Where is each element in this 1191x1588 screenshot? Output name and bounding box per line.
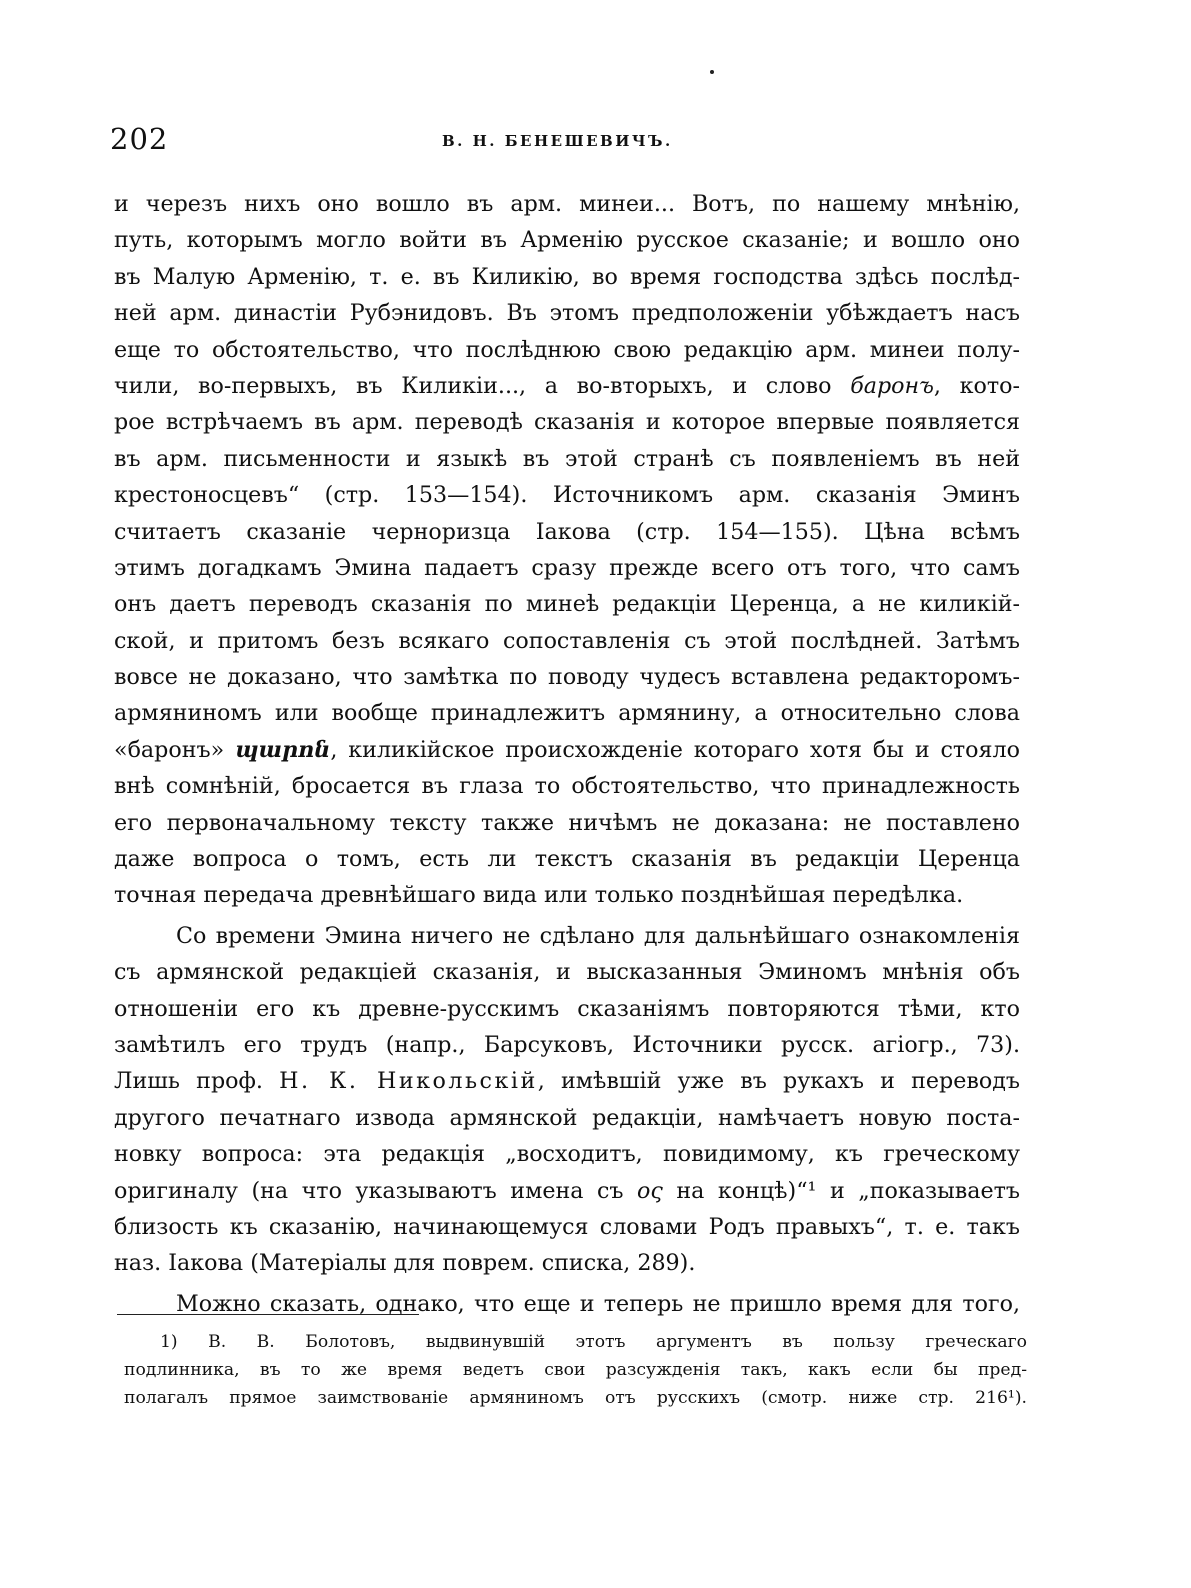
text-line: армяниномъ или вообще принадлежитъ армянину, а относительно слова	[114, 700, 1020, 727]
body-text	[114, 186, 1020, 1322]
text-line: ней арм. династіи Рубэнидовъ. Въ этомъ предположеніи убѣждаетъ насъ	[114, 300, 1020, 327]
text-fragment: на концѣ)“¹ и „показываетъ	[662, 1177, 1020, 1204]
text-line	[114, 1063, 1020, 1099]
text-line: съ армянской редакціей сказанія, и высказанныя Эминомъ мнѣнія объ	[114, 959, 1020, 986]
text-line	[114, 368, 1020, 404]
running-title: В. Н. БЕНЕШЕВИЧЪ.	[442, 132, 673, 150]
text-line: рое встрѣчаемъ въ арм. переводѣ сказанія и которое впервые появляется	[114, 409, 1020, 436]
footnote	[124, 1328, 1027, 1412]
text-line: путь, которымъ могло войти въ Арменію русское сказаніе; и вошло оно	[114, 227, 1020, 254]
text-line: даже вопроса о томъ, есть ли текстъ сказанія въ редакціи Церенца	[114, 846, 1020, 873]
footnote-line: подлинника, въ то же время ведетъ свои разсужденія такъ, какъ если бы пред-	[124, 1360, 1027, 1380]
text-line: замѣтилъ его трудъ (напр., Барсуковъ, Источники русск. агіогр., 73).	[114, 1031, 1020, 1058]
armenian-word: պարոն	[235, 736, 331, 763]
text-line: наз. Іакова (Матеріалы для поврем. списка, 289).	[114, 1250, 696, 1277]
text-line: этимъ догадкамъ Эмина падаетъ сразу прежде всего отъ того, что самъ	[114, 554, 1020, 581]
text-line: крестоносцевъ“ (стр. 153—154). Источникомъ арм. сказанія Эминъ	[114, 482, 1020, 509]
text-line: ской, и притомъ безъ всякаго сопоставленія съ этой послѣдней. Затѣмъ	[114, 627, 1020, 654]
text-line: внѣ сомнѣній, бросается въ глаза то обстоятельство, что принадлежность	[114, 773, 1020, 800]
spaced-name: Н. К. Никольскій	[279, 1068, 538, 1095]
page-number: 202	[110, 122, 169, 156]
text-fragment: оригиналу (на что указываютъ имена съ	[114, 1177, 638, 1204]
text-fragment: Лишь проф.	[114, 1068, 280, 1095]
text-line: еще то обстоятельство, что послѣднюю свою редакцію арм. минеи полу-	[114, 336, 1020, 363]
text-fragment: , кото-	[933, 372, 1020, 399]
footnote-line: 1) В. В. Болотовъ, выдвинувшій этотъ аргументъ въ пользу греческаго	[160, 1332, 1027, 1352]
greek-ending: ος	[637, 1177, 663, 1204]
text-fragment: , имѣвшій уже въ рукахъ и переводъ	[537, 1068, 1021, 1095]
text-line: въ арм. письменности и языкѣ въ этой странѣ съ появленіемъ въ ней	[114, 445, 1020, 472]
text-line: другого печатнаго извода армянской редакціи, намѣчаетъ новую поста-	[114, 1104, 1020, 1131]
footnote-line: полагалъ прямое заимствованіе армяниномъ отъ русскихъ (смотр. ниже стр. 216¹).	[124, 1388, 1027, 1408]
text-line: вовсе не доказано, что замѣтка по поводу чудесъ вставлена редакторомъ-	[114, 664, 1020, 691]
text-line: отношеніи его къ древне-русскимъ сказаніямъ повторяются тѣми, кто	[114, 995, 1020, 1022]
text-line: онъ даетъ переводъ сказанія по минеѣ редакціи Церенца, а не киликій-	[114, 591, 1020, 618]
text-line	[114, 732, 1020, 768]
text-line: новку вопроса: эта редакція „восходитъ, повидимому, къ греческому	[114, 1141, 1020, 1168]
text-line: Можно сказать, однако, что еще и теперь не пришло время для того,	[176, 1290, 1020, 1317]
text-line: Со времени Эмина ничего не сдѣлано для дальнѣйшаго ознакомленія	[176, 922, 1020, 949]
page-speck	[710, 70, 714, 74]
text-fragment: , киликійское происхожденіе котораго хотя бы и стояло	[330, 736, 1020, 763]
text-line: считаетъ сказаніе черноризца Іакова (стр. 154—155). Цѣна всѣмъ	[114, 518, 1020, 545]
footnote-divider	[117, 1314, 419, 1315]
text-line: его первоначальному тексту также ничѣмъ не доказана: не поставлено	[114, 809, 1020, 836]
text-fragment: «баронъ»	[114, 736, 236, 763]
text-line: въ Малую Арменію, т. е. въ Киликію, во время господства здѣсь послѣд-	[114, 263, 1020, 290]
text-fragment: чили, во-первыхъ, въ Киликіи..., а во-вторыхъ, и слово	[114, 372, 851, 399]
text-line: точная передача древнѣйшаго вида или только позднѣйшая передѣлка.	[114, 882, 964, 909]
text-line: и черезъ нихъ оно вошло въ арм. минеи... Вотъ, по нашему мнѣнію,	[114, 191, 1020, 217]
text-line: близость къ сказанію, начинающемуся словами Родъ правыхъ“, т. е. такъ	[114, 1213, 1020, 1240]
text-line	[114, 1173, 1020, 1209]
italic-word: баронъ	[850, 372, 934, 399]
page-header	[110, 122, 1025, 162]
